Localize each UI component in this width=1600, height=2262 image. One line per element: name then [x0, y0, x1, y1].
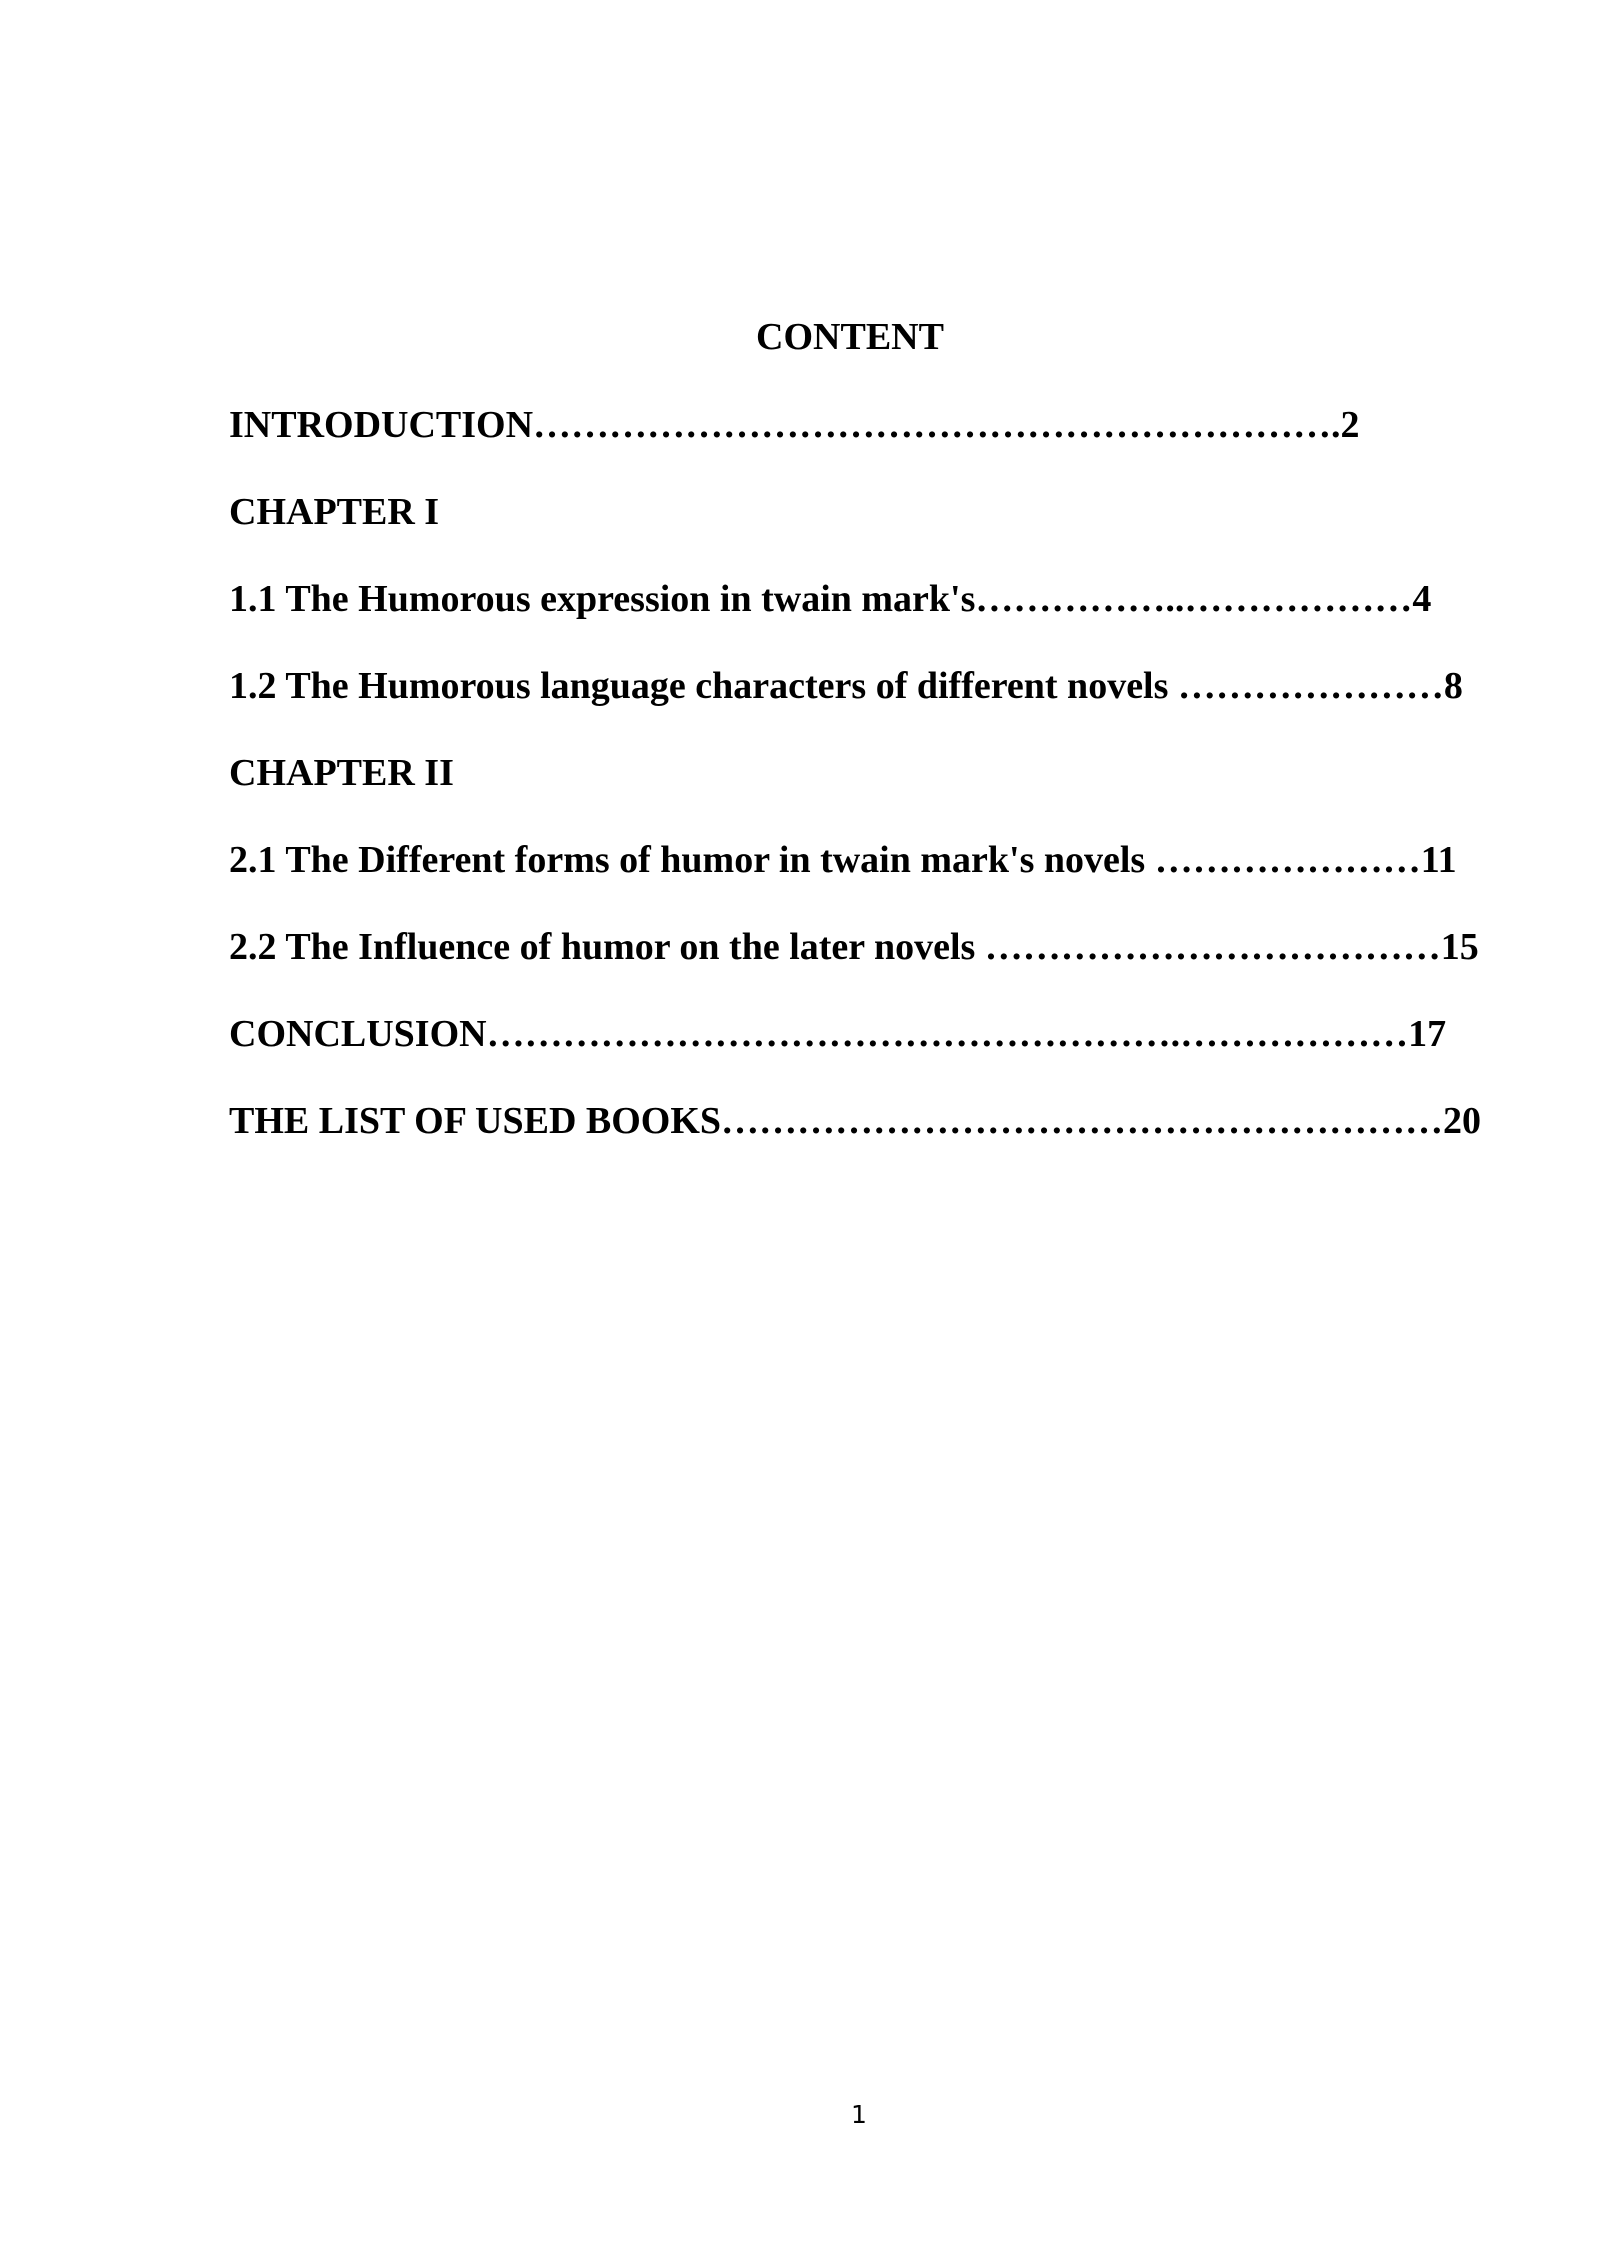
page-number: 1 — [851, 2100, 867, 2129]
toc-entry-chapter-2: CHAPTER II — [229, 752, 454, 794]
toc-entry-section-2-2: 2.2 The Influence of humor on the later novels ………………………………15 — [229, 926, 1479, 968]
toc-entry-section-1-1: 1.1 The Humorous expression in twain mark's……………..………………4 — [229, 578, 1432, 620]
toc-entry-introduction: INTRODUCTION……………………………………………………….2 — [229, 404, 1360, 446]
toc-entry-used-books: THE LIST OF USED BOOKS…………………………………………………20 — [229, 1100, 1482, 1142]
table-of-contents — [229, 400, 1529, 1183]
page-title: CONTENT — [756, 316, 944, 358]
toc-entry-chapter-1: CHAPTER I — [229, 491, 440, 533]
toc-entry-conclusion: CONCLUSION……………………………………………….………………17 — [229, 1013, 1447, 1055]
toc-entry-section-2-1: 2.1 The Different forms of humor in twain mark's novels …………………11 — [229, 839, 1457, 881]
toc-entry-section-1-2: 1.2 The Humorous language characters of different novels …………………8 — [229, 665, 1463, 707]
